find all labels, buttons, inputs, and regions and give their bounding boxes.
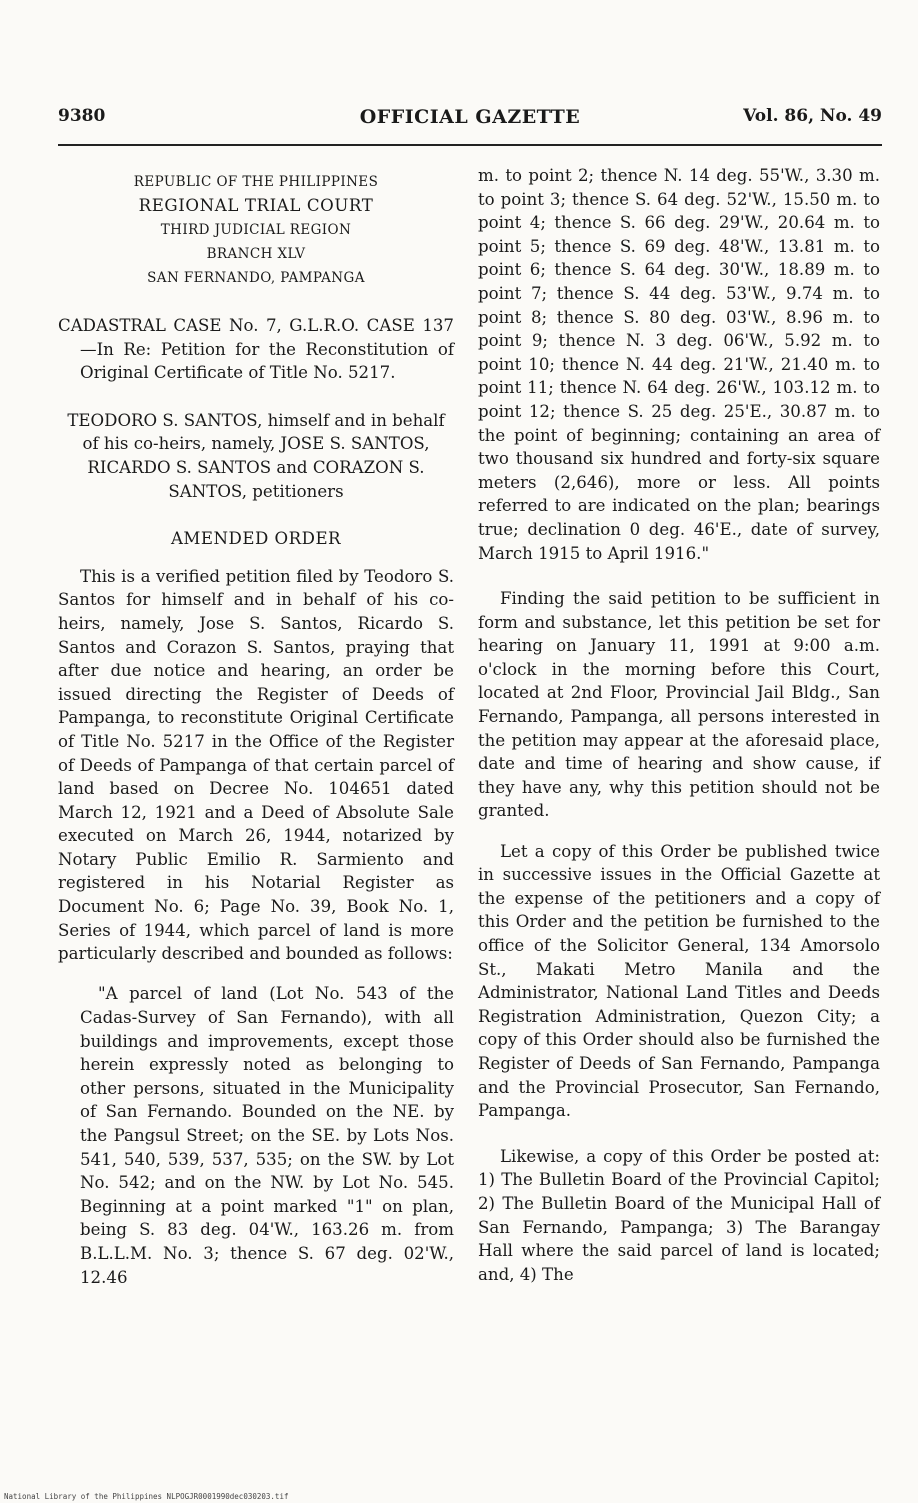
order-heading: AMENDED ORDER (170, 529, 342, 549)
land-description-quote: "A parcel of land (Lot No. 543 of the Cadas-Survey of San Fernando), with all buildings and improvements, except those herein expressly noted as belonging to other persons, situated in the Municipality of San Fernando. Bounded on the NE. by the Pangsul Street; on the SE. by Lots Nos. 541, 540, 539, 537, 535; on the SW. by Lot No. 542; and on the NW. by Lot No. 545. Beginning at a point marked "1" on plan, being S. 83 deg. 04'W., 163.26 m. from B.L.L.M. No. 3; thence S. 67 deg. 02'W., 12.46 (80, 984, 454, 1287)
paragraph-hearing: Finding the said petition to be sufficient in form and substance, let this petition be set for hearing on January 11, 1991 at 9:00 a.m. o'clock in the morning before this Court, located at 2nd Floor, Provincial Jail Bldg., San Fernando, Pampanga, all persons interested in the petition may appear at the aforesaid place, date and time of hearing and show cause, if they have any, why this petition should not be granted. (478, 589, 880, 821)
header-rule (58, 144, 882, 146)
parties: TEODORO S. SANTOS, himself and in behalf of his co-heirs, namely, JOSE S. SANTOS, RICARDO S. SANTOS and CORAZON S. SANTOS, petitioners (67, 410, 445, 501)
court-block (58, 170, 454, 290)
court-line-region: THIRD JUDICIAL REGION (160, 222, 352, 238)
court-line-rtc: REGIONAL TRIAL COURT (138, 196, 374, 215)
left-column (58, 164, 454, 1289)
page-header (58, 106, 882, 136)
paragraph-posting: Likewise, a copy of this Order be posted at: 1) The Bulletin Board of the Provincial Capitol; 2) The Bulletin Board of the Municipal Hall of San Fernando, Pampanga; 3) The Barangay Hall where the said parcel of land is located; and, 4) The (478, 1146, 880, 1284)
paragraph-petition: This is a verified petition filed by Teodoro S. Santos for himself and in behalf of his co-heirs, namely, Jose S. Santos, Ricardo S. Santos and Corazon S. Santos, praying that after due notice and hearing, an order be issued directing the Register of Deeds of Pampanga, to reconstitute Original Certificate of Title No. 5217 in the Office of the Register of Deeds of Pampanga of that certain parcel of land based on Decree No. 104651 dated March 12, 1921 and a Deed of Absolute Sale executed on March 26, 1944, notarized by Notary Public Emilio R. Sarmiento and registered in his Notarial Register as Document No. 6; Page No. 39, Book No. 1, Series of 1944, which parcel of land is more particularly described and bounded as follows: (58, 566, 454, 964)
court-line-republic: REPUBLIC OF THE PHILIPPINES (133, 174, 379, 190)
case-caption: CADASTRAL CASE No. 7, G.L.R.O. CASE 137—In Re: Petition for the Reconstitution of Original Certificate of Title No. 5217. (58, 316, 454, 383)
court-line-branch: BRANCH XLV (206, 246, 306, 262)
page-number: 9380 (58, 106, 106, 126)
land-description-continued: m. to point 2; thence N. 14 deg. 55'W., 3.30 m. to point 3; thence S. 64 deg. 52'W., 15.50 m. to point 4; thence S. 66 deg. 29'W., 20.64 m. to point 5; thence S. 69 deg. 48'W., 13.81 m. to point 6; thence S. 64 deg. 30'W., 18.89 m. to point 7; thence S. 44 deg. 53'W., 9.74 m. to point 8; thence S. 80 deg. 03'W., 8.96 m. to point 9; thence N. 3 deg. 06'W., 5.92 m. to point 10; thence N. 44 deg. 21'W., 21.40 m. to point 11; thence N. 64 deg. 26'W., 103.12 m. to point 12; thence S. 25 deg. 25'E., 30.87 m. to the point of beginning; containing an area of two thousand six hundred and forty-six square meters (2,646), more or less. All points referred to are indicated on the plan; bearings true; declination 0 deg. 46'E., date of survey, March 1915 to April 1916." (478, 166, 880, 563)
volume-issue: Vol. 86, No. 49 (743, 106, 882, 126)
scan-footer: National Library of the Philippines NLPOGJR0001990dec030203.tif (4, 1492, 289, 1501)
paragraph-publication: Let a copy of this Order be published twice in successive issues in the Official Gazette at the expense of the petitioners and a copy of this Order and the petition be furnished to the office of the Solicitor General, 134 Amorsolo St., Makati Metro Manila and the Administrator, National Land Titles and Deeds Registration Administration, Quezon City; a copy of this Order should also be furnished the Register of Deeds of San Fernando, Pampanga and the Provincial Prosecutor, San Fernando, Pampanga. (478, 841, 880, 1121)
right-column (478, 164, 880, 1303)
court-line-location: SAN FERNANDO, PAMPANGA (147, 270, 365, 286)
publication-title: OFFICIAL GAZETTE (359, 106, 581, 128)
